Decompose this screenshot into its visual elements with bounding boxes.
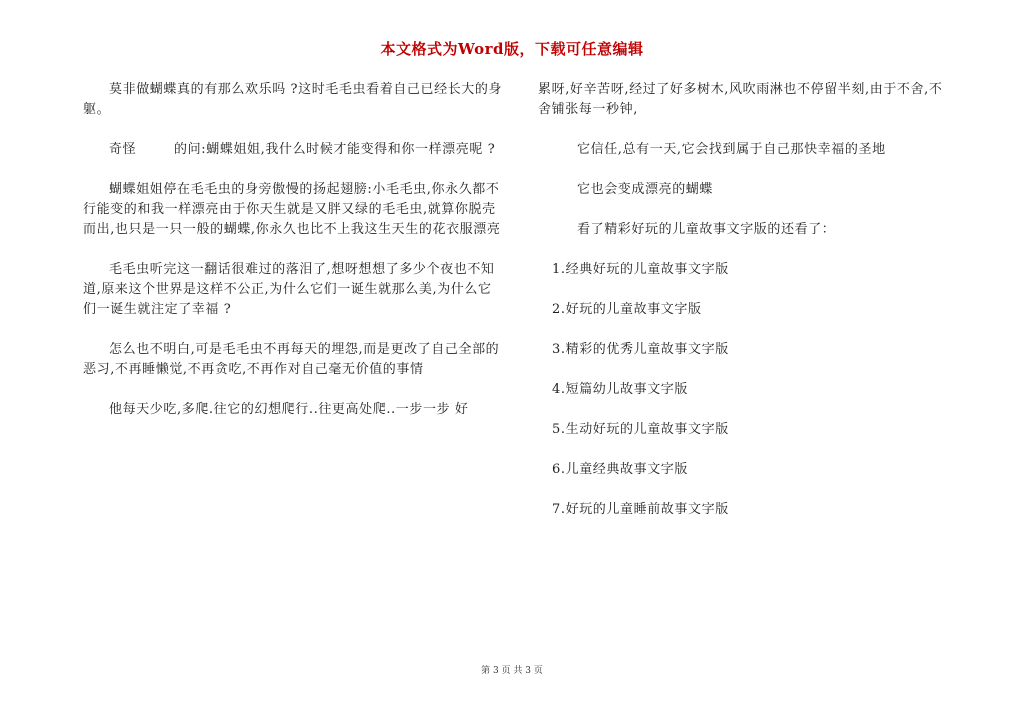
paragraph: 他每天少吃,多爬.往它的幻想爬行..往更高处爬..一步一步 好 xyxy=(109,402,469,417)
page-number-footer: 第 3 页 共 3 页 xyxy=(481,666,543,676)
list-item[interactable]: 2.好玩的儿童故事文字版 xyxy=(552,302,702,317)
paragraph: 莫非做蝴蝶真的有那么欢乐吗 ?这时毛毛虫看着自己已经长大的身躯。 xyxy=(83,82,503,117)
paragraph: 蝴蝶姐姐停在毛毛虫的身旁傲慢的扬起翅膀:小毛毛虫,你永久都不行能变的和我一样漂亮由于你天生就是又胖又绿的毛毛虫,就算你脱壳而出,也只是一只一般的蝴蝶,你永久也比不上我这生天生的花衣服漂亮 xyxy=(83,182,501,237)
page-header-title: 本文格式为Word版，下载可任意编辑 xyxy=(380,40,644,58)
paragraph: 累呀,好辛苦呀,经过了好多树木,风吹雨淋也不停留半刻,由于不舍,不舍铺张每一秒钟, xyxy=(538,82,943,117)
paragraph: 它信任,总有一天,它会找到属于自己那快幸福的圣地 xyxy=(577,142,886,157)
list-item[interactable]: 3.精彩的优秀儿童故事文字版 xyxy=(552,342,729,357)
left-column xyxy=(83,80,503,440)
list-item[interactable]: 5.生动好玩的儿童故事文字版 xyxy=(552,422,729,437)
paragraph: 怎么也不明白,可是毛毛虫不再每天的埋怨,而是更改了自己全部的恶习,不再睡懒觉,不再贪吃,不再作对自己毫无价值的事情 xyxy=(83,342,500,377)
paragraph: 看了精彩好玩的儿童故事文字版的还看了： xyxy=(577,222,836,237)
right-column xyxy=(538,80,950,540)
list-item[interactable]: 1.经典好玩的儿童故事文字版 xyxy=(552,262,729,277)
paragraph: 奇怪 的问:蝴蝶姐姐,我什么时候才能变得和你一样漂亮呢 ? xyxy=(109,142,496,157)
paragraph: 它也会变成漂亮的蝴蝶 xyxy=(577,182,714,197)
list-item[interactable]: 7.好玩的儿童睡前故事文字版 xyxy=(552,502,729,517)
list-item[interactable]: 4.短篇幼儿故事文字版 xyxy=(552,382,689,397)
list-item[interactable]: 6.儿童经典故事文字版 xyxy=(552,462,689,477)
related-stories-list xyxy=(538,260,950,520)
paragraph: 毛毛虫听完这一翻话很难过的落泪了,想呀想想了多少个夜也不知道,原来这个世界是这样不公正,为什么它们一诞生就那么美,为什么它们一诞生就注定了幸福 ? xyxy=(83,262,495,317)
